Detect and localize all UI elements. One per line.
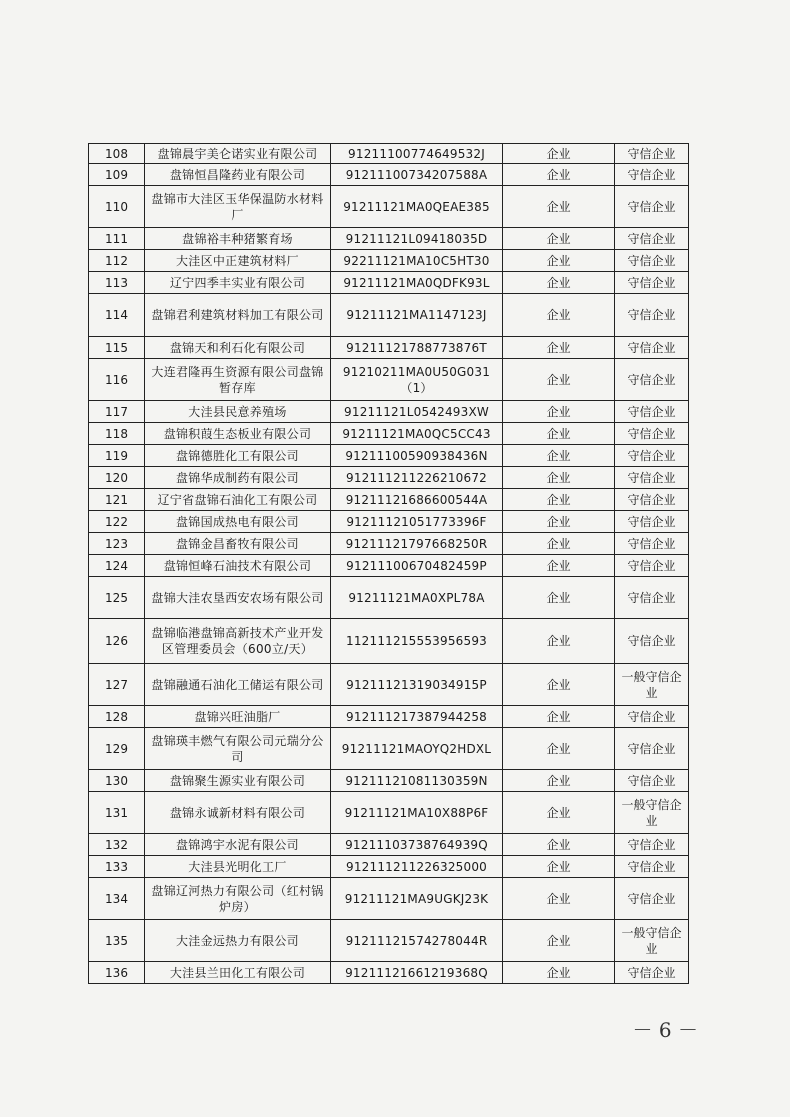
- entity-type: 企业: [503, 423, 615, 445]
- row-number: 108: [89, 144, 145, 164]
- credit-level: 守信企业: [615, 272, 689, 294]
- row-number: 129: [89, 728, 145, 770]
- row-number: 125: [89, 577, 145, 619]
- company-name: 盘锦瑛丰燃气有限公司元瑞分公司: [145, 728, 331, 770]
- credit-level: 守信企业: [615, 706, 689, 728]
- credit-level: 一般守信企业: [615, 792, 689, 834]
- credit-level: 守信企业: [615, 294, 689, 337]
- table-row: [89, 533, 689, 555]
- credit-level: 守信企业: [615, 337, 689, 359]
- entity-type: 企业: [503, 294, 615, 337]
- row-number: 127: [89, 664, 145, 706]
- credit-code: 91211100670482459P: [331, 555, 503, 577]
- entity-type: 企业: [503, 770, 615, 792]
- credit-code: 91211100774649532J: [331, 144, 503, 164]
- table-row: [89, 423, 689, 445]
- entity-type: 企业: [503, 856, 615, 878]
- credit-code: 91211121MAOYQ2HDXL: [331, 728, 503, 770]
- company-name: 盘锦天和利石化有限公司: [145, 337, 331, 359]
- entity-type: 企业: [503, 792, 615, 834]
- credit-code: 91211121661219368Q: [331, 962, 503, 984]
- table-row: [89, 467, 689, 489]
- table-row: [89, 511, 689, 533]
- table-row: [89, 792, 689, 834]
- credit-level: 守信企业: [615, 770, 689, 792]
- row-number: 121: [89, 489, 145, 511]
- company-name: 盘锦融通石油化工储运有限公司: [145, 664, 331, 706]
- credit-code: 91210211MA0U50G031（1）: [331, 359, 503, 401]
- company-name: 大洼金远热力有限公司: [145, 920, 331, 962]
- row-number: 123: [89, 533, 145, 555]
- entity-type: 企业: [503, 445, 615, 467]
- entity-type: 企业: [503, 228, 615, 250]
- company-name: 盘锦金昌畜牧有限公司: [145, 533, 331, 555]
- company-name: 辽宁四季丰实业有限公司: [145, 272, 331, 294]
- credit-level: 一般守信企业: [615, 664, 689, 706]
- row-number: 122: [89, 511, 145, 533]
- table-row: [89, 577, 689, 619]
- credit-level: 守信企业: [615, 445, 689, 467]
- credit-level: 守信企业: [615, 834, 689, 856]
- credit-code: 91211121MA0QEAE385: [331, 186, 503, 228]
- credit-code: 112111215553956593: [331, 619, 503, 664]
- credit-level: 守信企业: [615, 423, 689, 445]
- credit-code: 91211121MA0QDFK93L: [331, 272, 503, 294]
- row-number: 135: [89, 920, 145, 962]
- row-number: 131: [89, 792, 145, 834]
- entity-type: 企业: [503, 186, 615, 228]
- row-number: 130: [89, 770, 145, 792]
- company-name: 盘锦积葭生态板业有限公司: [145, 423, 331, 445]
- credit-code: 91211121MA0XPL78A: [331, 577, 503, 619]
- entity-type: 企业: [503, 962, 615, 984]
- table-row: [89, 619, 689, 664]
- row-number: 115: [89, 337, 145, 359]
- table-row: [89, 878, 689, 920]
- row-number: 110: [89, 186, 145, 228]
- credit-level: 守信企业: [615, 619, 689, 664]
- credit-code: 91211121574278044R: [331, 920, 503, 962]
- credit-code: 912111217387944258: [331, 706, 503, 728]
- table-body: [89, 144, 689, 984]
- credit-level: 守信企业: [615, 555, 689, 577]
- entity-type: 企业: [503, 272, 615, 294]
- credit-level: 守信企业: [615, 962, 689, 984]
- row-number: 116: [89, 359, 145, 401]
- table-row: [89, 359, 689, 401]
- table-row: [89, 164, 689, 186]
- company-name: 盘锦大洼农垦西安农场有限公司: [145, 577, 331, 619]
- company-name: 盘锦辽河热力有限公司（红村锅炉房）: [145, 878, 331, 920]
- table-row: [89, 555, 689, 577]
- company-name: 大洼区中正建筑材料厂: [145, 250, 331, 272]
- table-row: [89, 834, 689, 856]
- company-name: 大洼县光明化工厂: [145, 856, 331, 878]
- table-row: [89, 728, 689, 770]
- row-number: 124: [89, 555, 145, 577]
- company-name: 盘锦国成热电有限公司: [145, 511, 331, 533]
- entity-type: 企业: [503, 878, 615, 920]
- entity-type: 企业: [503, 834, 615, 856]
- table-row: [89, 445, 689, 467]
- row-number: 132: [89, 834, 145, 856]
- entity-type: 企业: [503, 337, 615, 359]
- credit-code: 91211100734207588A: [331, 164, 503, 186]
- table-row: [89, 489, 689, 511]
- entity-type: 企业: [503, 728, 615, 770]
- credit-level: 守信企业: [615, 533, 689, 555]
- entity-type: 企业: [503, 577, 615, 619]
- entity-type: 企业: [503, 144, 615, 164]
- row-number: 112: [89, 250, 145, 272]
- credit-level: 守信企业: [615, 489, 689, 511]
- row-number: 134: [89, 878, 145, 920]
- row-number: 114: [89, 294, 145, 337]
- row-number: 119: [89, 445, 145, 467]
- company-name: 辽宁省盘锦石油化工有限公司: [145, 489, 331, 511]
- company-name: 盘锦恒峰石油技术有限公司: [145, 555, 331, 577]
- entity-type: 企业: [503, 401, 615, 423]
- table-row: [89, 337, 689, 359]
- table-row: [89, 920, 689, 962]
- company-name: 盘锦鸿宇水泥有限公司: [145, 834, 331, 856]
- credit-code: 91211121MA9UGKJ23K: [331, 878, 503, 920]
- credit-level: 守信企业: [615, 164, 689, 186]
- credit-code: 91211121797668250R: [331, 533, 503, 555]
- credit-level: 守信企业: [615, 856, 689, 878]
- credit-code: 91211121319034915P: [331, 664, 503, 706]
- company-name: 盘锦临港盘锦高新技术产业开发区管理委员会（600立/天）: [145, 619, 331, 664]
- table-row: [89, 706, 689, 728]
- entity-type: 企业: [503, 619, 615, 664]
- credit-level: 守信企业: [615, 728, 689, 770]
- company-name: 盘锦恒昌隆药业有限公司: [145, 164, 331, 186]
- company-name: 大洼县民意养殖场: [145, 401, 331, 423]
- company-name: 大洼县兰田化工有限公司: [145, 962, 331, 984]
- credit-code: 91211121081130359N: [331, 770, 503, 792]
- entity-type: 企业: [503, 533, 615, 555]
- credit-code: 91211121L0542493XW: [331, 401, 503, 423]
- company-name: 盘锦德胜化工有限公司: [145, 445, 331, 467]
- row-number: 117: [89, 401, 145, 423]
- page-number: － 6 －: [632, 1018, 698, 1042]
- credit-code: 91211121MA10X88P6F: [331, 792, 503, 834]
- credit-level: 守信企业: [615, 511, 689, 533]
- company-name: 大连君隆再生资源有限公司盘锦暂存库: [145, 359, 331, 401]
- credit-code: 91211121788773876T: [331, 337, 503, 359]
- credit-code: 912111211226210672: [331, 467, 503, 489]
- company-name: 盘锦市大洼区玉华保温防水材料厂: [145, 186, 331, 228]
- entity-type: 企业: [503, 920, 615, 962]
- entity-type: 企业: [503, 511, 615, 533]
- entity-type: 企业: [503, 706, 615, 728]
- credit-level: 一般守信企业: [615, 920, 689, 962]
- credit-level: 守信企业: [615, 577, 689, 619]
- entity-type: 企业: [503, 467, 615, 489]
- row-number: 136: [89, 962, 145, 984]
- row-number: 128: [89, 706, 145, 728]
- row-number: 113: [89, 272, 145, 294]
- company-name: 盘锦晨宇美仑诺实业有限公司: [145, 144, 331, 164]
- company-name: 盘锦永诚新材料有限公司: [145, 792, 331, 834]
- credit-level: 守信企业: [615, 144, 689, 164]
- table-row: [89, 962, 689, 984]
- table-row: [89, 401, 689, 423]
- credit-level: 守信企业: [615, 878, 689, 920]
- table-row: [89, 856, 689, 878]
- table-row: [89, 770, 689, 792]
- credit-code: 91211103738764939Q: [331, 834, 503, 856]
- entity-type: 企业: [503, 489, 615, 511]
- credit-code: 91211100590938436N: [331, 445, 503, 467]
- table-row: [89, 294, 689, 337]
- table-row: [89, 186, 689, 228]
- credit-code: 91211121686600544A: [331, 489, 503, 511]
- credit-level: 守信企业: [615, 359, 689, 401]
- company-name: 盘锦华成制药有限公司: [145, 467, 331, 489]
- row-number: 118: [89, 423, 145, 445]
- credit-code: 91211121051773396F: [331, 511, 503, 533]
- credit-level: 守信企业: [615, 250, 689, 272]
- row-number: 126: [89, 619, 145, 664]
- credit-code: 912111211226325000: [331, 856, 503, 878]
- enterprise-credit-table: [88, 143, 689, 984]
- table-row: [89, 144, 689, 164]
- company-name: 盘锦聚生源实业有限公司: [145, 770, 331, 792]
- table-row: [89, 272, 689, 294]
- row-number: 111: [89, 228, 145, 250]
- table-row: [89, 664, 689, 706]
- row-number: 120: [89, 467, 145, 489]
- table-row: [89, 228, 689, 250]
- entity-type: 企业: [503, 164, 615, 186]
- credit-level: 守信企业: [615, 228, 689, 250]
- table-row: [89, 250, 689, 272]
- credit-code: 92211121MA10C5HT30: [331, 250, 503, 272]
- entity-type: 企业: [503, 555, 615, 577]
- company-name: 盘锦裕丰种猪繁育场: [145, 228, 331, 250]
- entity-type: 企业: [503, 250, 615, 272]
- credit-code: 91211121MA1147123J: [331, 294, 503, 337]
- entity-type: 企业: [503, 664, 615, 706]
- credit-code: 91211121L09418035D: [331, 228, 503, 250]
- company-name: 盘锦君利建筑材料加工有限公司: [145, 294, 331, 337]
- row-number: 109: [89, 164, 145, 186]
- entity-type: 企业: [503, 359, 615, 401]
- credit-code: 91211121MA0QC5CC43: [331, 423, 503, 445]
- credit-level: 守信企业: [615, 186, 689, 228]
- credit-level: 守信企业: [615, 467, 689, 489]
- row-number: 133: [89, 856, 145, 878]
- company-name: 盘锦兴旺油脂厂: [145, 706, 331, 728]
- credit-level: 守信企业: [615, 401, 689, 423]
